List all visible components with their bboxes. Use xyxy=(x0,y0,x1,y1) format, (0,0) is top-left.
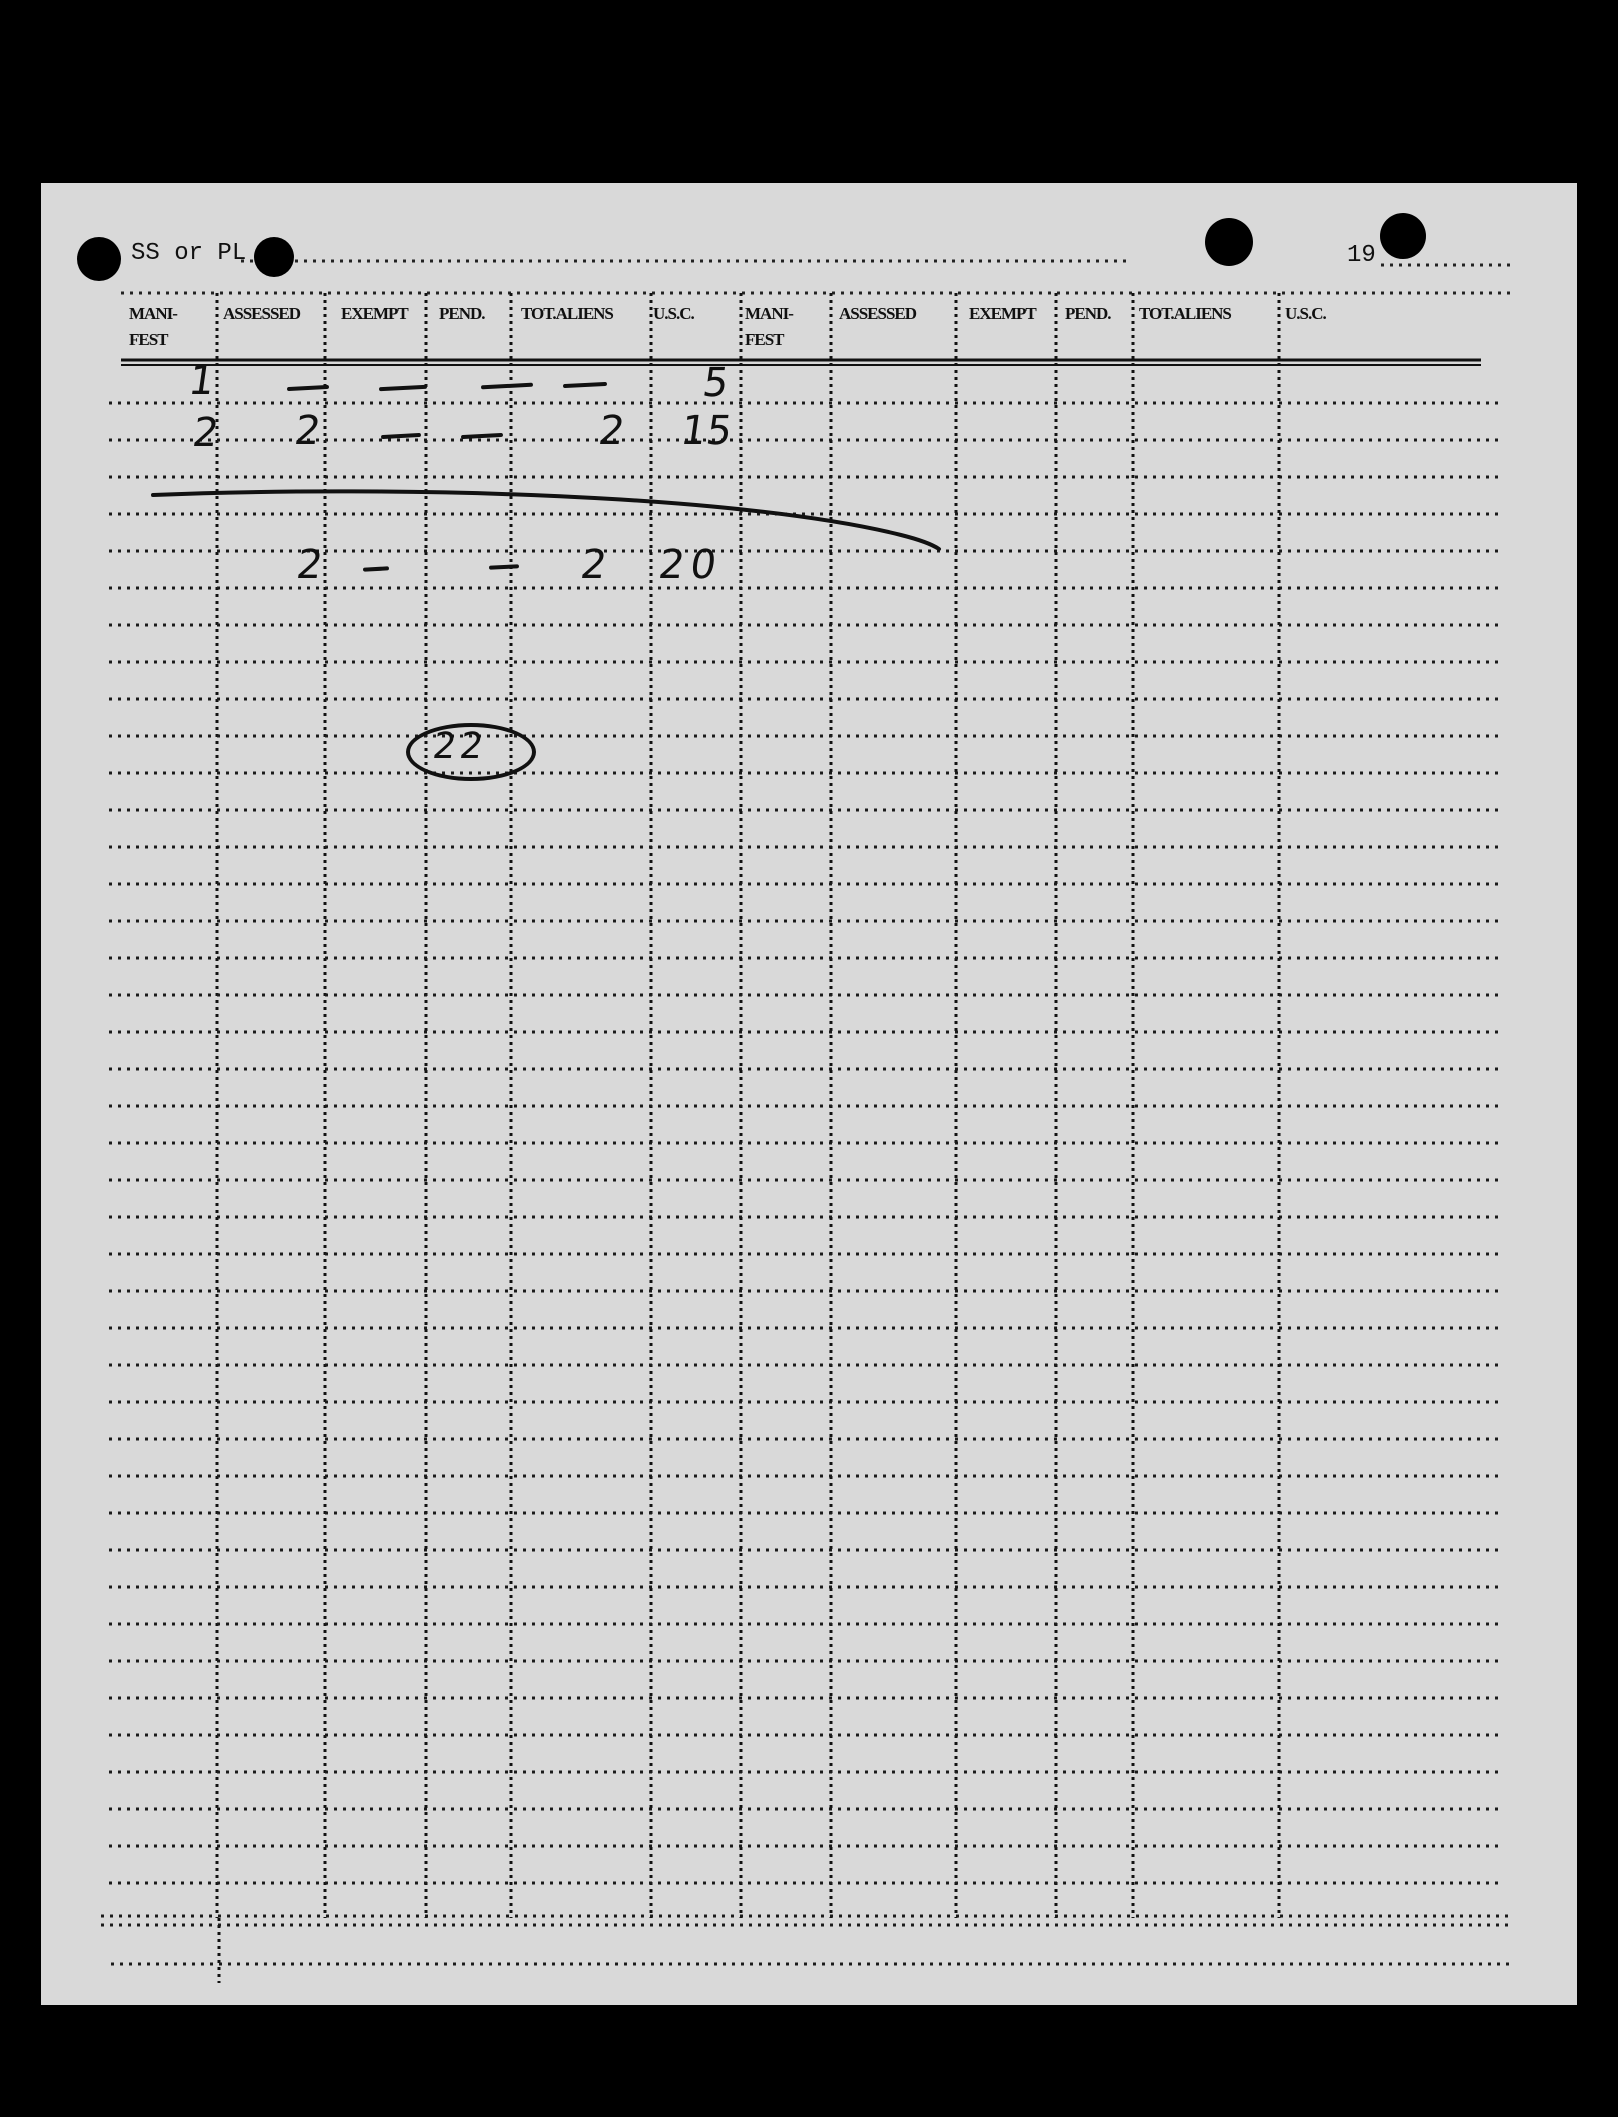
circled-total-value: 22 xyxy=(430,726,490,767)
punch-hole-left xyxy=(77,237,121,281)
total-tot-aliens-value: 2 xyxy=(577,542,610,588)
col-header-tot-aliens: TOT.ALIENS xyxy=(521,304,613,323)
punch-hole-right-1 xyxy=(1205,218,1253,266)
punch-hole-mid xyxy=(254,237,294,277)
row1-manifest-value: 1 xyxy=(185,358,218,404)
total-assessed-value: 2 xyxy=(293,542,326,588)
row2-assessed-value: 2 xyxy=(291,408,324,454)
year-label: 19 xyxy=(1347,242,1376,269)
form-sheet xyxy=(41,183,1577,2005)
row2-tot-aliens-value: 2 xyxy=(595,408,628,454)
row1-usc-value: 5 xyxy=(699,360,732,406)
handwritten-total-line xyxy=(153,491,939,549)
col-header-exempt: EXEMPT xyxy=(341,304,408,323)
col-header-usc-2: U.S.C. xyxy=(1285,304,1326,323)
ruled-grid xyxy=(41,183,1577,2005)
col-header-tot-aliens-2: TOT.ALIENS xyxy=(1139,304,1231,323)
col-header-pend-2: PEND. xyxy=(1065,304,1111,323)
col-header-assessed-2: ASSESSED xyxy=(839,304,917,323)
col-header-manifest: MANI- FEST xyxy=(129,304,177,349)
row2-manifest-value: 2 xyxy=(189,410,222,456)
punch-hole-right-2 xyxy=(1380,213,1426,259)
col-header-manifest-2: MANI- FEST xyxy=(745,304,793,349)
col-header-assessed: ASSESSED xyxy=(223,304,301,323)
col-header-pend: PEND. xyxy=(439,304,485,323)
total-usc-value: 20 xyxy=(655,542,726,588)
col-header-exempt-2: EXEMPT xyxy=(969,304,1036,323)
row2-usc-value: 15 xyxy=(677,408,736,454)
col-header-usc: U.S.C. xyxy=(653,304,694,323)
vessel-label: SS or PL xyxy=(131,240,247,267)
